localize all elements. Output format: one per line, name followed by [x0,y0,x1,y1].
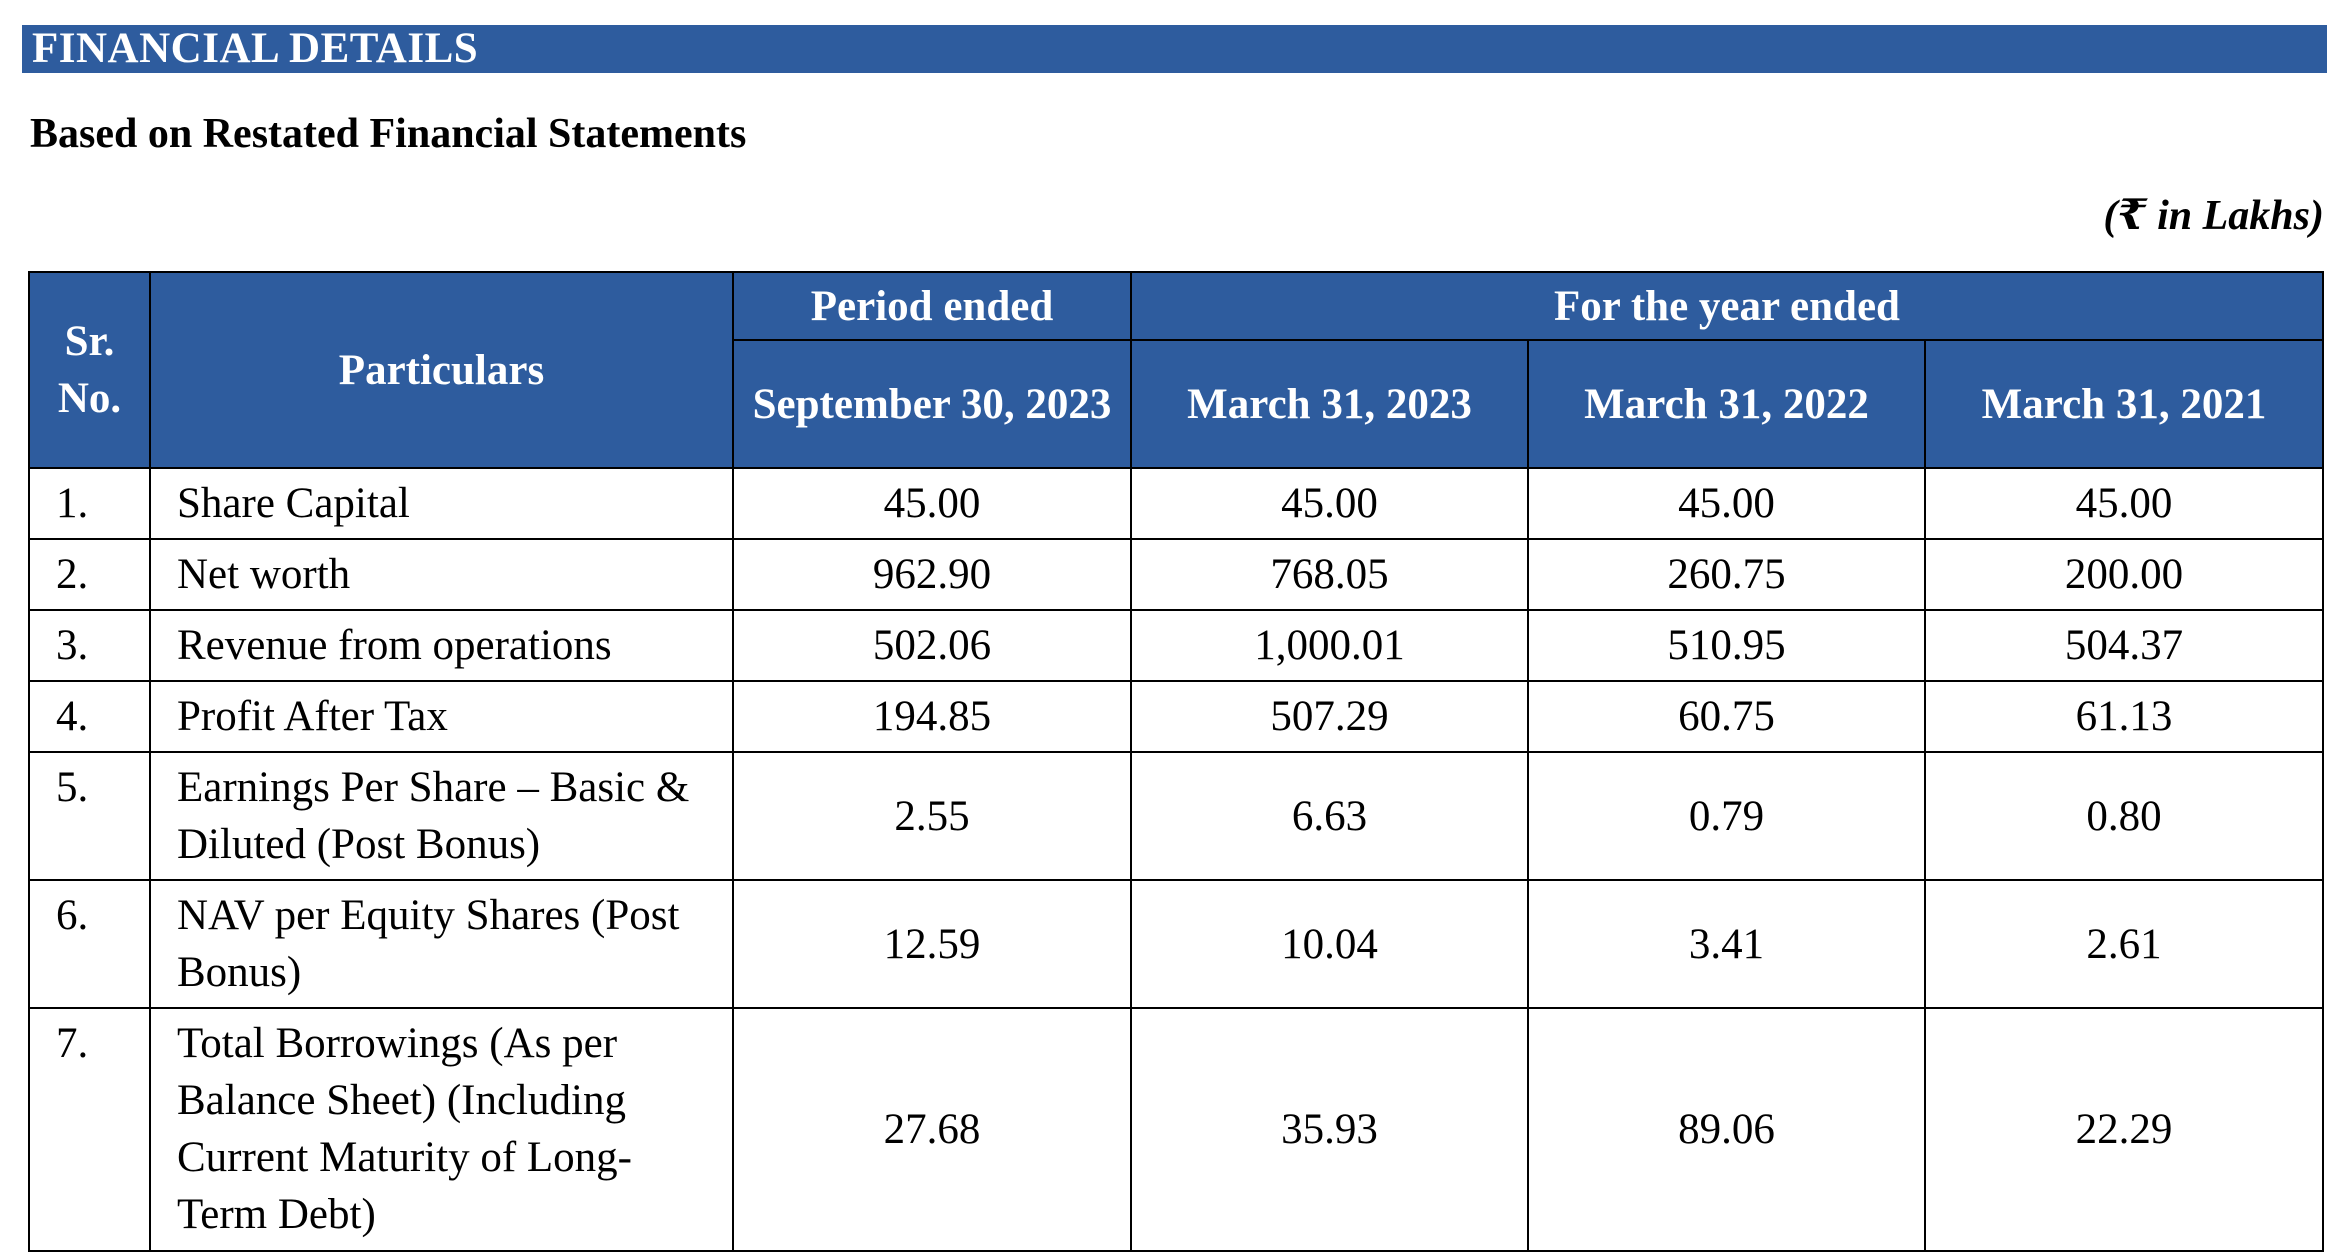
table-row [29,468,2323,539]
header-year-2021: March 31, 2021 [1925,340,2323,468]
value-cell: 962.90 [733,539,1131,610]
value-cell: 2.61 [1925,880,2323,1008]
value-cell: 510.95 [1528,610,1925,681]
table-row [29,610,2323,681]
value-cell: 10.04 [1131,880,1528,1008]
sr-cell: 5. [29,752,150,880]
sr-cell: 6. [29,880,150,1008]
header-particulars: Particulars [150,272,733,468]
value-cell: 27.68 [733,1008,1131,1251]
particular-cell: Total Borrowings (As per Balance Sheet) (Including Current Maturity of Long-Term Debt) [150,1008,733,1251]
value-cell: 3.41 [1528,880,1925,1008]
value-cell: 2.55 [733,752,1131,880]
subtitle: Based on Restated Financial Statements [30,111,747,157]
header-period-ended: Period ended [733,272,1131,340]
value-cell: 89.06 [1528,1008,1925,1251]
value-cell: 45.00 [1925,468,2323,539]
particular-cell: Earnings Per Share – Basic & Diluted (Post Bonus) [150,752,733,880]
value-cell: 504.37 [1925,610,2323,681]
particular-cell: Net worth [150,539,733,610]
value-cell: 502.06 [733,610,1131,681]
sr-cell: 1. [29,468,150,539]
table-row [29,681,2323,752]
value-cell: 6.63 [1131,752,1528,880]
sr-cell: 7. [29,1008,150,1251]
value-cell: 507.29 [1131,681,1528,752]
particular-cell: Revenue from operations [150,610,733,681]
value-cell: 194.85 [733,681,1131,752]
header-row-top [29,272,2323,340]
value-cell: 0.80 [1925,752,2323,880]
value-cell: 12.59 [733,880,1131,1008]
header-period-date: September 30, 2023 [733,340,1131,468]
value-cell: 200.00 [1925,539,2323,610]
table-row [29,880,2323,1008]
unit-note: (₹ in Lakhs) [2103,193,2324,239]
particular-cell: NAV per Equity Shares (Post Bonus) [150,880,733,1008]
value-cell: 45.00 [1131,468,1528,539]
value-cell: 768.05 [1131,539,1528,610]
value-cell: 1,000.01 [1131,610,1528,681]
header-year-2023: March 31, 2023 [1131,340,1528,468]
header-year-2022: March 31, 2022 [1528,340,1925,468]
table-row [29,1008,2323,1251]
sr-cell: 4. [29,681,150,752]
value-cell: 260.75 [1528,539,1925,610]
section-title: FINANCIAL DETAILS [22,25,2327,73]
value-cell: 45.00 [733,468,1131,539]
value-cell: 61.13 [1925,681,2323,752]
financial-table [28,271,2324,1252]
header-sr-no: Sr. No. [29,272,150,468]
value-cell: 60.75 [1528,681,1925,752]
table-row [29,539,2323,610]
table-row [29,752,2323,880]
value-cell: 45.00 [1528,468,1925,539]
particular-cell: Profit After Tax [150,681,733,752]
header-year-ended: For the year ended [1131,272,2323,340]
particular-cell: Share Capital [150,468,733,539]
sr-cell: 2. [29,539,150,610]
sr-cell: 3. [29,610,150,681]
value-cell: 0.79 [1528,752,1925,880]
value-cell: 35.93 [1131,1008,1528,1251]
value-cell: 22.29 [1925,1008,2323,1251]
